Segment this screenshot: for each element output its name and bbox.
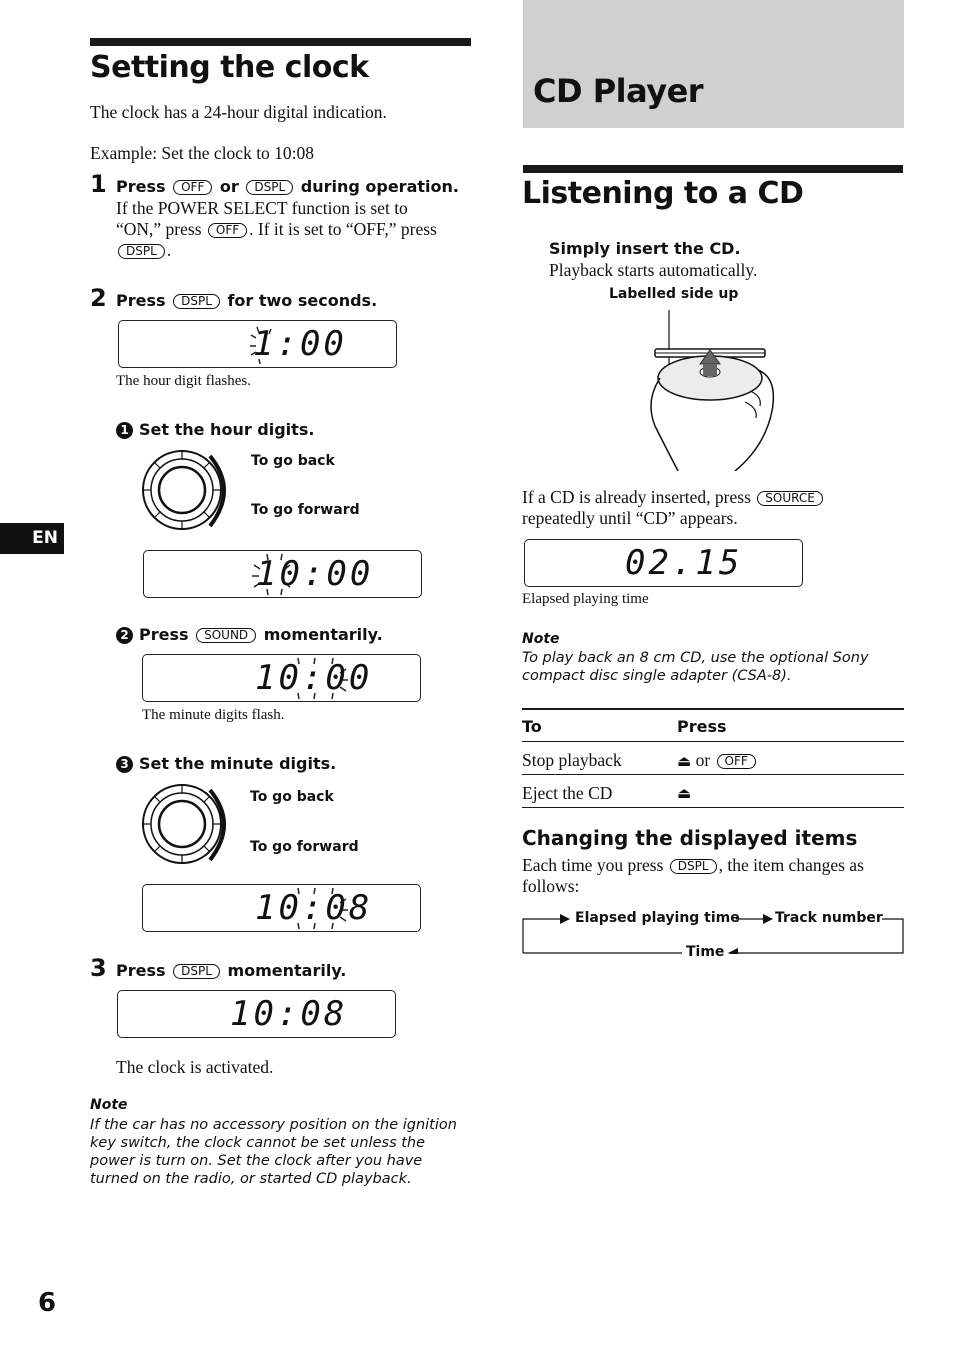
section-title-setting-clock: Setting the clock xyxy=(90,50,369,85)
lcd-display-minute-set xyxy=(142,884,421,932)
to-go-forward-label: To go forward xyxy=(251,502,360,518)
already-inserted-text: If a CD is already inserted, press SOURCE repeatedly until “CD” appears. xyxy=(522,487,902,529)
to-go-forward-label: To go forward xyxy=(250,839,359,855)
right-title-rule xyxy=(523,165,903,173)
eject-icon: ⏏ xyxy=(677,784,692,802)
to-go-back-label: To go back xyxy=(251,453,335,469)
cd-insert-illustration xyxy=(640,306,790,471)
table-row-eject: Eject the CD ⏏ xyxy=(522,783,692,803)
step-1-heading: Press OFF or DSPL during operation. xyxy=(116,177,459,196)
language-tab: EN xyxy=(0,523,64,554)
source-button-label: SOURCE xyxy=(757,491,823,506)
table-header-to: To xyxy=(522,717,542,736)
lcd-text: 02.15 xyxy=(625,543,743,583)
substep-1-heading: 1 Set the hour digits. xyxy=(116,420,314,439)
clock-activated-caption: The clock is activated. xyxy=(116,1057,274,1077)
lcd-text: 10:08 xyxy=(230,994,348,1034)
dspl-button-label: DSPL xyxy=(118,244,165,259)
dspl-button-label: DSPL xyxy=(670,859,717,874)
step-2-number: 2 xyxy=(90,284,107,312)
lcd-display-hour-set xyxy=(143,550,422,598)
chapter-title: CD Player xyxy=(533,72,704,110)
section-title-listening: Listening to a CD xyxy=(522,176,804,211)
insert-heading: Simply insert the CD. xyxy=(549,239,741,258)
minute-flash-caption: The minute digits flash. xyxy=(142,707,285,723)
table-header-press: Press xyxy=(677,717,727,736)
chapter-banner xyxy=(523,0,904,128)
right-note-text: To play back an 8 cm CD, use the optional Sony compact disc single adapter (CSA-8). xyxy=(522,650,869,684)
to-go-back-label: To go back xyxy=(250,789,334,805)
labelled-side-label: Labelled side up xyxy=(609,286,739,302)
table-row-rule xyxy=(522,774,904,775)
left-note-text: If the car has no accessory position on the ignition key switch, the clock cannot be set unless the power is turn on. Set the clock after you have turned on the radio, or started CD playback. xyxy=(90,1117,457,1187)
hour-flash-caption: The hour digit flashes. xyxy=(116,373,251,389)
page-number: 6 xyxy=(38,1288,57,1318)
elapsed-caption: Elapsed playing time xyxy=(522,591,649,607)
step-3-number: 3 xyxy=(90,954,107,982)
table-row-stop: Stop playback ⏏ or OFF xyxy=(522,750,904,772)
changing-body: Each time you press DSPL , the item changes as follows: xyxy=(522,855,864,896)
eject-icon: ⏏ xyxy=(677,752,692,770)
step-3-heading: Press DSPL momentarily. xyxy=(116,961,347,980)
lcd-text: 1:00 xyxy=(253,324,347,364)
lcd-display-cd xyxy=(524,539,803,587)
off-button-label: OFF xyxy=(717,754,756,769)
dspl-button-label: DSPL xyxy=(246,180,293,195)
rotary-dial-icon xyxy=(140,782,240,868)
clock-intro: The clock has a 24-hour digital indication. xyxy=(90,102,387,122)
rotary-dial-icon xyxy=(140,448,240,534)
cycle-item-track: Track number xyxy=(775,910,883,926)
lcd-display-hour xyxy=(118,320,397,368)
insert-body: Playback starts automatically. xyxy=(549,260,758,280)
step-1-number: 1 xyxy=(90,170,107,198)
left-note-heading: Note xyxy=(90,1097,128,1113)
circled-number: 2 xyxy=(116,627,133,644)
table-top-rule xyxy=(522,708,904,710)
lcd-text: 10:00 xyxy=(255,658,373,698)
table-header-rule xyxy=(522,741,904,742)
step-2-heading: Press DSPL for two seconds. xyxy=(116,291,378,310)
substep-2-heading: 2 Press SOUND momentarily. xyxy=(116,625,383,644)
step-1-body: If the POWER SELECT function is set to “ON,” press OFF . If it is set to “OFF,” press DSPL . xyxy=(116,198,437,260)
lcd-display-minute xyxy=(142,654,421,702)
dspl-button-label: DSPL xyxy=(173,964,220,979)
lcd-text: 10:08 xyxy=(255,888,373,928)
circled-number: 3 xyxy=(116,756,133,773)
left-title-rule xyxy=(90,38,471,46)
right-note-heading: Note xyxy=(522,631,560,647)
changing-heading: Changing the displayed items xyxy=(522,826,858,850)
sound-button-label: SOUND xyxy=(196,628,256,643)
clock-example: Example: Set the clock to 10:08 xyxy=(90,143,315,163)
dspl-button-label: DSPL xyxy=(173,294,220,309)
table-bottom-rule xyxy=(522,807,904,808)
cycle-item-elapsed: Elapsed playing time xyxy=(575,910,740,926)
lcd-display-clock xyxy=(117,990,396,1038)
substep-3-heading: 3 Set the minute digits. xyxy=(116,754,336,773)
off-button-label: OFF xyxy=(173,180,212,195)
off-button-label: OFF xyxy=(208,223,247,238)
lcd-text: 10:00 xyxy=(256,554,374,594)
circled-number: 1 xyxy=(116,422,133,439)
cycle-item-time: Time xyxy=(686,944,725,960)
